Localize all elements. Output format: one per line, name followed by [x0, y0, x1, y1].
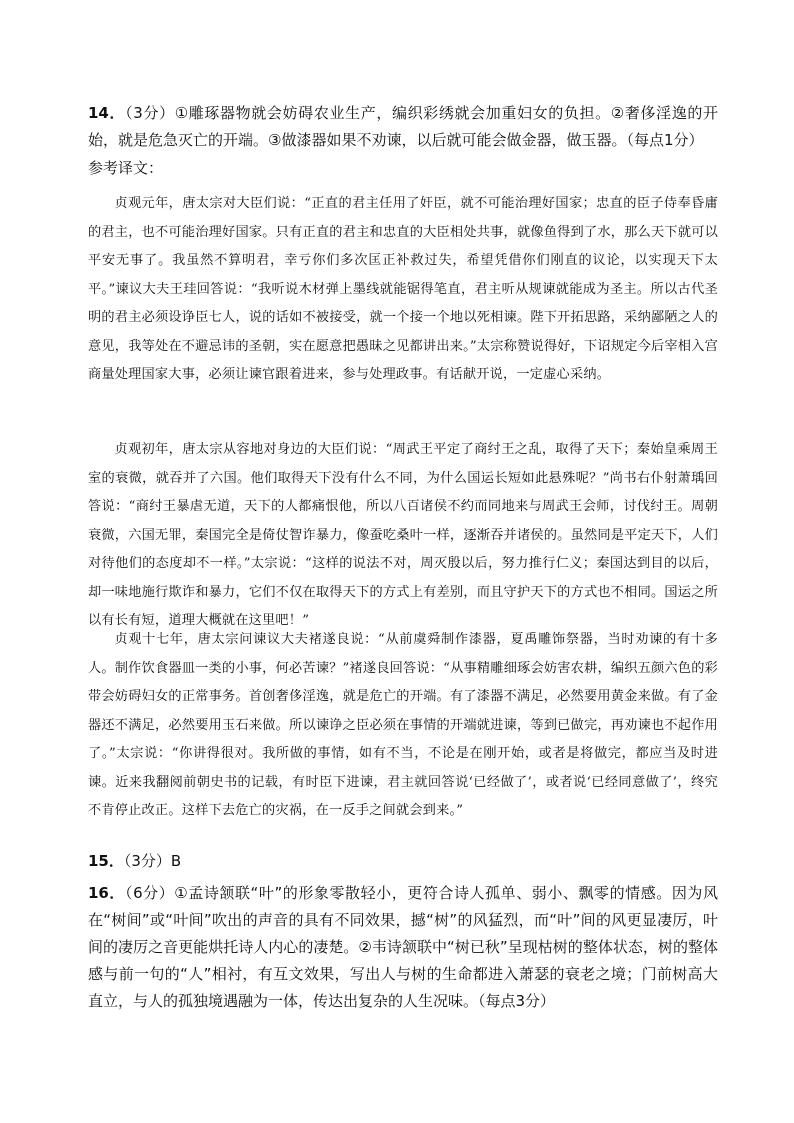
translation-paragraph-2: 贞观初年，唐太宗从容地对身边的大臣们说：“周武王平定了商纣王之乱，取得了天下；秦始皇乘周王室的衰微，就吞并了六国。他们取得天下没有什么不同，为什么国运长短如此悬殊呢？”尚书右仆射萧瑀回答说：“商纣王暴虐无道，天下的人都痛恨他，所以八百诸侯不约而同地来与周武王会师，讨伐纣王。周朝衰微，六国无罪，秦国完全是倚仗智诈暴力，像蚕吃桑叶一样，逐渐吞并诸侯的。虽然同是平定天下，人们对待他们的态度却不一样。”太宗说：“这样的说法不对，周灭殷以后，努力推行仁义；秦国达到目的以后，却一味地施行欺诈和暴力，它们不仅在取得天下的方式上有差别，而且守护天下的方式也不相同。国运之所以有长有短，道理大概就在这里吧！” — [88, 442, 718, 628]
answer-text: （3分）①雕琢器物就会妨碍农业生产，编织彩绣就会加重妇女的负担。②奢侈淫逸的开始，就是危急灭亡的开端。③做漆器如果不劝谏，以后就可能会做金器，做玉器。（每点1分） — [88, 104, 718, 149]
answer-14 — [88, 100, 718, 154]
reference-translation-label: 参考译文： — [88, 159, 164, 177]
answer-text: （6分）①孟诗颔联“叶”的形象零散轻小，更符合诗人孤单、弱小、飘零的情感。因为风在“树间”或“叶间”吹出的声音的具有不同效果，撼“树”的风猛烈，而“叶”间的风更显凄厉，叶间的凄厉之音更能烘托诗人内心的凄楚。②韦诗颔联中“树已秋”呈现枯树的整体状态，树的整体感与前一句的“人”相衬，有互文效果，写出人与树的生命都进入萧瑟的衰老之境；门前树高大直立，与人的孤独境遇融为一体，传达出复杂的人生况味。（每点3分） — [88, 884, 718, 1010]
answer-text: （3分）B — [123, 852, 182, 870]
question-number: 14． — [88, 104, 126, 122]
answer-16 — [88, 880, 718, 1015]
answer-15 — [88, 848, 718, 875]
translation-paragraph-3: 贞观十七年，唐太宗问谏议大夫褚遂良说：“从前虞舜制作漆器，夏禹雕饰祭器，当时劝谏的有十多人。制作饮食器皿一类的小事，何必苦谏？”褚遂良回答说：“从事精雕细琢会妨害农耕，编织五颜六色的彩带会妨碍妇女的正常事务。首创奢侈淫逸，就是危亡的开端。有了漆器不满足，必然要用黄金来做。有了金器还不满足，必然要用玉石来做。所以谏诤之臣必须在事情的开端就进谏，等到已做完，再劝谏也不起作用了。”太宗说：“你讲得很对。我所做的事情，如有不当，不论是在刚开始，或者是将做完，都应当及时进谏。近来我翻阅前朝史书的记载，有时臣下进谏，君主就回答说‘已经做了’，或者说‘已经同意做了’，终究不肯停止改正。这样下去危亡的灾祸，在一反手之间就会到来。” — [88, 632, 718, 818]
translation-paragraph-1: 贞观元年，唐太宗对大臣们说：“正直的君主任用了奸臣，就不可能治理好国家；忠直的臣子侍奉昏庸的君主，也不可能治理好国家。只有正直的君主和忠直的大臣相处共事，就像鱼得到了水，那么天下就可以平安无事了。我虽然不算明君，幸亏你们多次匡正补救过失，希望凭借你们刚直的议论，以实现天下太平。”谏议大夫王珪回答说：“我听说木材弹上墨线就能锯得笔直，君主听从规谏就能成为圣主。所以古代圣明的君主必须设诤臣七人，说的话如不被接受，就一个接一个地以死相谏。陛下开拓思路，采纳鄙陋之人的意见，我等处在不避忌讳的圣朝，实在愿意把愚昧之见都讲出来。”太宗称赞说得好，下诏规定今后宰相入宫商量处理国家大事，必须让谏官跟着进来，参与处理政事。有话献开说，一定虚心采纳。 — [88, 196, 718, 382]
question-number: 15． — [88, 852, 124, 870]
question-number: 16． — [88, 884, 125, 902]
